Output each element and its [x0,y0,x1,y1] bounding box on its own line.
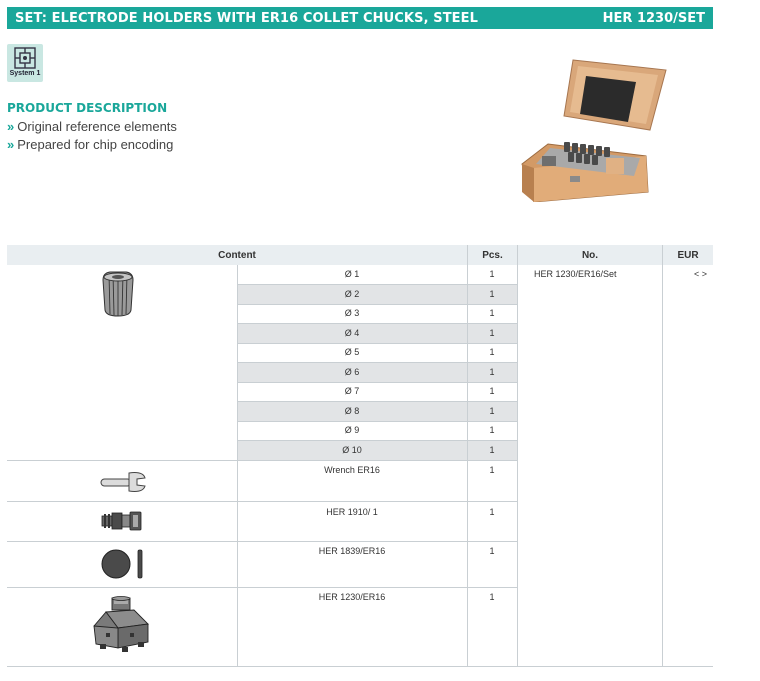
collet-size: Ø 2 [344,289,360,299]
row-divider [237,362,518,363]
collet-size: Ø 9 [344,425,360,435]
chevron-right-icon: » [7,119,15,134]
collet-pcs: 1 [489,386,495,396]
collet-size: Ø 1 [344,269,360,279]
collet-pcs: 1 [489,347,495,357]
badge-label: System 1 [9,70,41,77]
row-divider [237,284,518,285]
product-code: HER 1230/SET [602,10,705,26]
collet-pcs: 1 [489,406,495,416]
item-label: HER 1910/ 1 [326,507,378,517]
description-item [7,137,173,152]
header-bar [7,7,713,29]
collet-size: Ø 7 [344,386,360,396]
collet-pcs: 1 [489,269,495,279]
item-label: HER 1230/ER16 [318,592,386,602]
collet-size: Ø 8 [344,406,360,416]
row-divider [7,541,518,542]
item-pcs: 1 [489,546,495,556]
item-pcs: 1 [489,592,495,602]
collet-size: Ø 3 [344,308,360,318]
collet-icon [100,270,136,318]
column-divider [662,245,663,666]
row-divider [237,421,518,422]
row-divider [237,343,518,344]
system-badge [7,44,43,82]
collet-pcs: 1 [489,289,495,299]
system-1-icon [14,47,36,69]
row-divider [7,587,518,588]
product-description-title: PRODUCT DESCRIPTION [7,101,168,115]
collet-pcs: 1 [489,308,495,318]
wrench-icon [99,470,147,494]
collet-pcs: 1 [489,328,495,338]
description-item [7,119,177,134]
collet-pcs: 1 [489,367,495,377]
collet-size: Ø 10 [342,445,362,455]
collet-size: Ø 4 [344,328,360,338]
item-pcs: 1 [489,507,495,517]
chevron-right-icon: » [7,137,15,152]
product-case-image [518,52,668,202]
row-divider [7,460,518,461]
price: < > [694,269,708,279]
description-text: Prepared for chip encoding [17,137,174,152]
row-divider [237,401,518,402]
row-divider [237,382,518,383]
column-header-no: No. [518,245,662,265]
collet-pcs: 1 [489,445,495,455]
collet-size: Ø 6 [344,367,360,377]
page-title: SET: ELECTRODE HOLDERS WITH ER16 COLLET CHUCKS, STEEL [15,10,479,26]
row-divider [7,501,518,502]
disc-icon [100,548,146,580]
row-divider [237,304,518,305]
article-number: HER 1230/ER16/Set [534,269,617,279]
description-text: Original reference elements [17,119,177,134]
column-header-pcs: Pcs. [468,245,517,265]
item-label: HER 1839/ER16 [318,546,386,556]
collet-chuck-holder-icon [92,596,152,660]
collet-size: Ø 5 [344,347,360,357]
electrode-holder-icon [100,509,144,533]
column-divider [517,245,518,666]
collet-pcs: 1 [489,425,495,435]
row-divider [237,323,518,324]
row-divider [237,440,518,441]
column-header-content: Content [7,245,467,265]
item-pcs: 1 [489,465,495,475]
column-header-eur: EUR [663,245,713,265]
table-bottom-line [7,666,713,667]
item-label: Wrench ER16 [324,465,380,475]
